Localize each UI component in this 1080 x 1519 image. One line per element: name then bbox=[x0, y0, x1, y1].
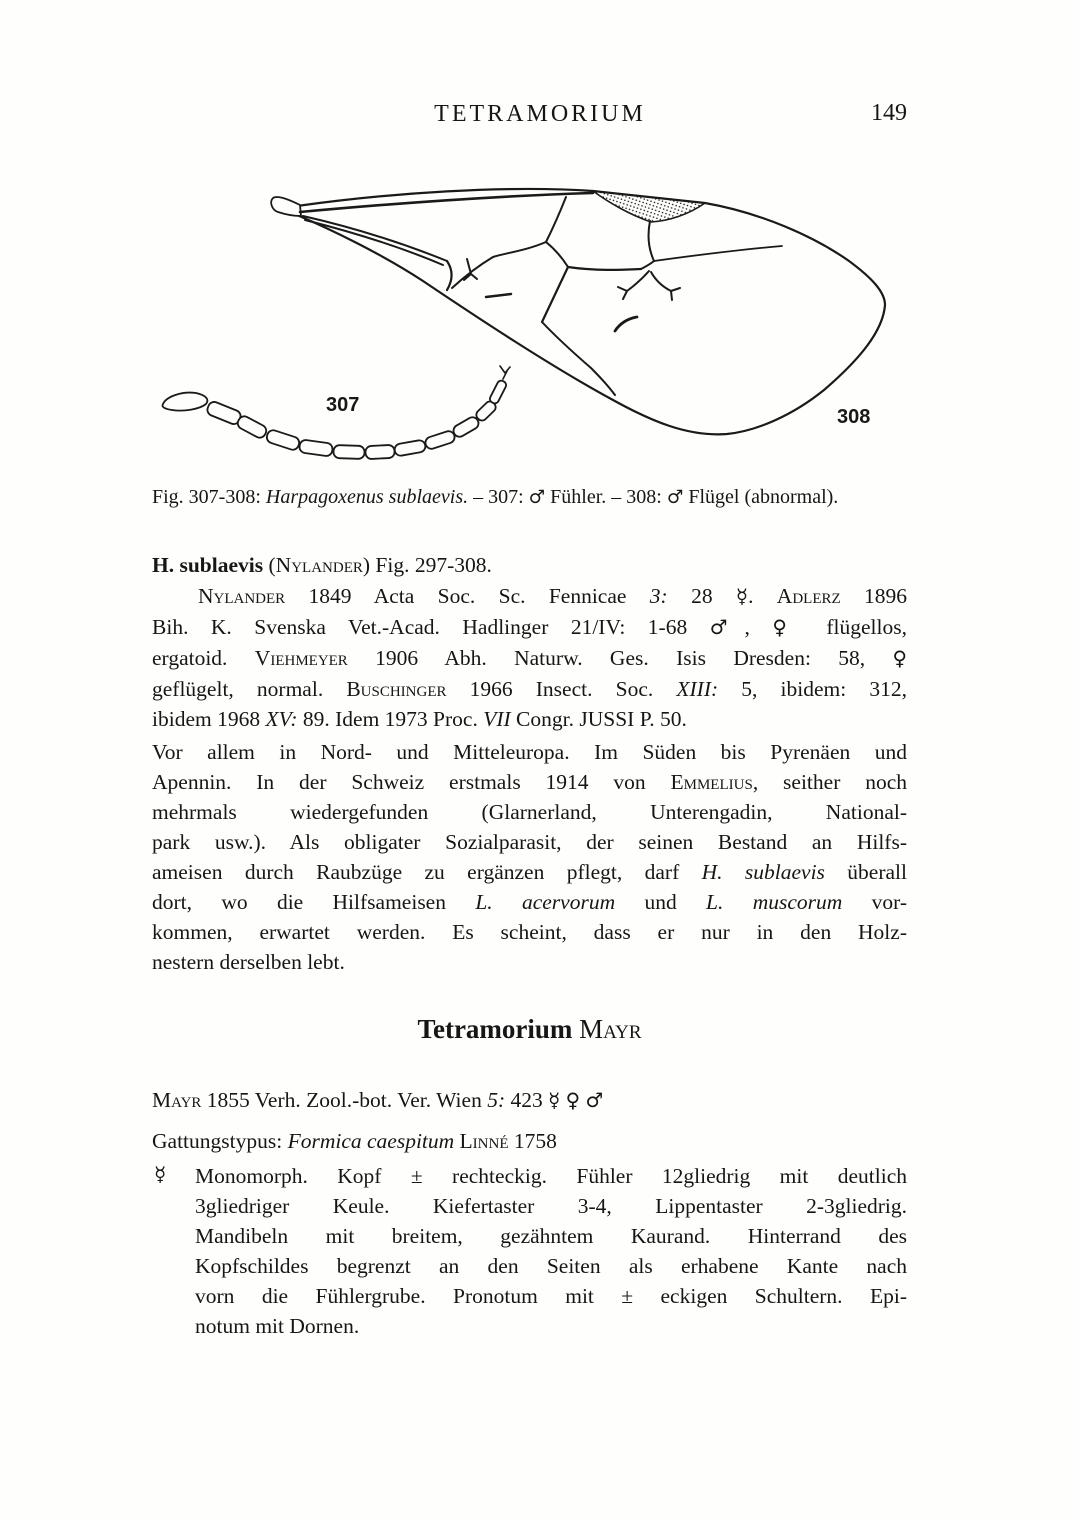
text-segment: ibidem 1968 bbox=[152, 707, 266, 731]
text-segment: Formica caespitum bbox=[287, 1129, 455, 1153]
text-segment: H. sublaevis bbox=[701, 860, 825, 884]
text-line bbox=[152, 827, 907, 857]
references-paragraph bbox=[152, 581, 907, 734]
text-segment: XIII: bbox=[676, 677, 719, 701]
text-segment: notum mit Dornen. bbox=[195, 1314, 360, 1338]
text-segment: mehrmals wiedergefunden (Glarnerland, Unterengadin, National- bbox=[152, 800, 907, 824]
text-segment: Kopfschildes begrenzt an den Seiten als erhabene Kante nach bbox=[195, 1254, 907, 1278]
text-line bbox=[195, 1281, 907, 1311]
text-segment: ♀ bbox=[565, 1089, 581, 1112]
text-segment: Mayr bbox=[152, 1088, 202, 1112]
text-segment: 1896 bbox=[840, 584, 908, 608]
text-segment: Fühler. – 308: bbox=[545, 486, 667, 508]
text-line bbox=[195, 1161, 907, 1191]
text-segment: ergatoid. bbox=[152, 646, 255, 670]
text-segment: H. sublaevis bbox=[152, 553, 264, 577]
text-segment: Buschinger bbox=[346, 677, 447, 701]
text-segment: Vor allem in Nord- und Mitteleuropa. Im Süden bis Pyrenäen und bbox=[152, 740, 907, 764]
text-segment: 423 bbox=[505, 1088, 549, 1112]
text-line bbox=[152, 797, 907, 827]
text-line bbox=[152, 643, 907, 674]
text-segment: 3gliedriger Keule. Kiefertaster 3-4, Lippentaster 2-3gliedrig. bbox=[195, 1194, 907, 1218]
text-segment: ☿ bbox=[735, 585, 749, 608]
running-head: TETRAMORIUM bbox=[434, 101, 646, 127]
text-segment: 5: bbox=[487, 1088, 506, 1112]
text-line bbox=[195, 1251, 907, 1281]
text-segment: Bih. K. Svenska Vet.-Acad. Hadlinger 21/IV: 1-68 bbox=[152, 615, 710, 639]
text-segment: XV: bbox=[265, 707, 298, 731]
text-segment: Gattungstypus: bbox=[152, 1129, 288, 1153]
text-segment: VII bbox=[483, 707, 511, 731]
text-segment: 1906 Abh. Naturw. Ges. Isis Dresden: 58, bbox=[347, 646, 893, 670]
text-segment: , seither noch bbox=[752, 770, 907, 794]
text-segment: kommen, erwartet werden. Es scheint, dass er nur in den Holz- bbox=[152, 920, 907, 944]
text-segment: Monomorph. Kopf ± rechteckig. Fühler 12gliedrig mit deutlich bbox=[195, 1164, 907, 1188]
distribution-paragraph bbox=[152, 737, 907, 977]
text-segment: L. muscorum bbox=[706, 890, 843, 914]
worker-description-paragraph bbox=[152, 1161, 907, 1341]
text-segment: , bbox=[744, 615, 773, 639]
text-segment: Apennin. In der Schweiz erstmals 1914 von bbox=[152, 770, 671, 794]
page-number: 149 bbox=[871, 100, 907, 126]
text-segment: 1849 Acta Soc. Sc. Fennicae bbox=[285, 584, 650, 608]
wing-antenna-figure bbox=[140, 160, 920, 470]
species-heading bbox=[152, 550, 907, 580]
text-line bbox=[152, 947, 907, 977]
text-segment: überall bbox=[824, 860, 907, 884]
text-segment: ♂ bbox=[585, 1089, 604, 1112]
text-segment: ( bbox=[263, 553, 276, 577]
wing-drawing bbox=[271, 189, 885, 434]
text-segment: ♀ bbox=[772, 616, 804, 639]
text-segment: Congr. JUSSI P. 50. bbox=[510, 707, 687, 731]
text-segment: Adlerz bbox=[776, 584, 841, 608]
text-segment: 1855 Verh. Zool.-bot. Ver. Wien bbox=[201, 1088, 488, 1112]
text-segment: vor- bbox=[842, 890, 907, 914]
text-segment: 28 bbox=[667, 584, 736, 608]
text-line bbox=[152, 887, 907, 917]
text-segment: – 307: bbox=[468, 486, 529, 508]
text-segment: Emmelius bbox=[670, 770, 753, 794]
text-line bbox=[195, 1221, 907, 1251]
text-segment: Mandibeln mit breitem, gezähntem Kaurand. Hinterrand des bbox=[195, 1224, 907, 1248]
type-species-line bbox=[152, 1126, 907, 1156]
text-segment: Flügel (abnormal). bbox=[683, 486, 839, 508]
text-segment: 5, ibidem: 312, bbox=[718, 677, 907, 701]
genus-synonymy-line bbox=[152, 1085, 907, 1116]
text-segment: 1966 Insect. Soc. bbox=[446, 677, 677, 701]
text-segment: flügellos, bbox=[803, 615, 907, 639]
text-line bbox=[195, 1311, 907, 1341]
text-line bbox=[152, 917, 907, 947]
text-segment: ameisen durch Raubzüge zu ergänzen pflegt, darf bbox=[152, 860, 702, 884]
text-line bbox=[152, 857, 907, 887]
text-segment: vorn die Fühlergrube. Pronotum mit ± eckigen Schultern. Epi- bbox=[195, 1284, 907, 1308]
worker-caste-symbol: ☿ bbox=[154, 1162, 167, 1186]
text-line bbox=[152, 674, 907, 704]
text-segment: Linné bbox=[459, 1129, 509, 1153]
text-segment: ) Fig. 297-308. bbox=[362, 553, 492, 577]
text-segment: ♂ bbox=[709, 616, 745, 639]
text-segment: geflügelt, normal. bbox=[152, 677, 347, 701]
figure-label-308: 308 bbox=[837, 406, 871, 428]
text-line bbox=[152, 767, 907, 797]
text-segment: ☿ bbox=[548, 1089, 561, 1112]
text-segment: park usw.). Als obligater Sozialparasit, der seinen Bestand an Hilfs- bbox=[152, 830, 907, 854]
text-line bbox=[152, 581, 907, 612]
text-segment: Harpagoxenus sublaevis. bbox=[265, 486, 469, 508]
text-segment: ♂ bbox=[528, 487, 546, 508]
text-segment: Tetramorium bbox=[417, 1014, 580, 1044]
text-segment: L. acervorum bbox=[475, 890, 616, 914]
text-segment: Viehmeyer bbox=[254, 646, 348, 670]
genus-heading bbox=[152, 1012, 907, 1046]
text-segment: 89. Idem 1973 Proc. bbox=[297, 707, 484, 731]
text-segment: Nylander bbox=[198, 584, 286, 608]
text-segment: dort, wo die Hilfsameisen bbox=[152, 890, 476, 914]
text-segment: Mayr bbox=[579, 1014, 642, 1044]
text-segment: 1758 bbox=[508, 1129, 557, 1153]
text-line bbox=[152, 612, 907, 643]
text-segment: Nylander bbox=[275, 553, 363, 577]
text-segment: 3: bbox=[649, 584, 668, 608]
text-line bbox=[152, 704, 907, 734]
text-line bbox=[152, 737, 907, 767]
text-segment: ♀ bbox=[892, 647, 907, 670]
figure-caption bbox=[152, 484, 914, 511]
text-line bbox=[195, 1191, 907, 1221]
text-segment: und bbox=[615, 890, 707, 914]
figure-label-307: 307 bbox=[326, 394, 360, 416]
text-segment: nestern derselben lebt. bbox=[152, 950, 345, 974]
text-segment: . bbox=[748, 584, 777, 608]
text-segment: ♂ bbox=[666, 487, 684, 508]
worker-description-lines bbox=[195, 1161, 907, 1341]
text-segment: Fig. 307-308: bbox=[152, 486, 266, 508]
